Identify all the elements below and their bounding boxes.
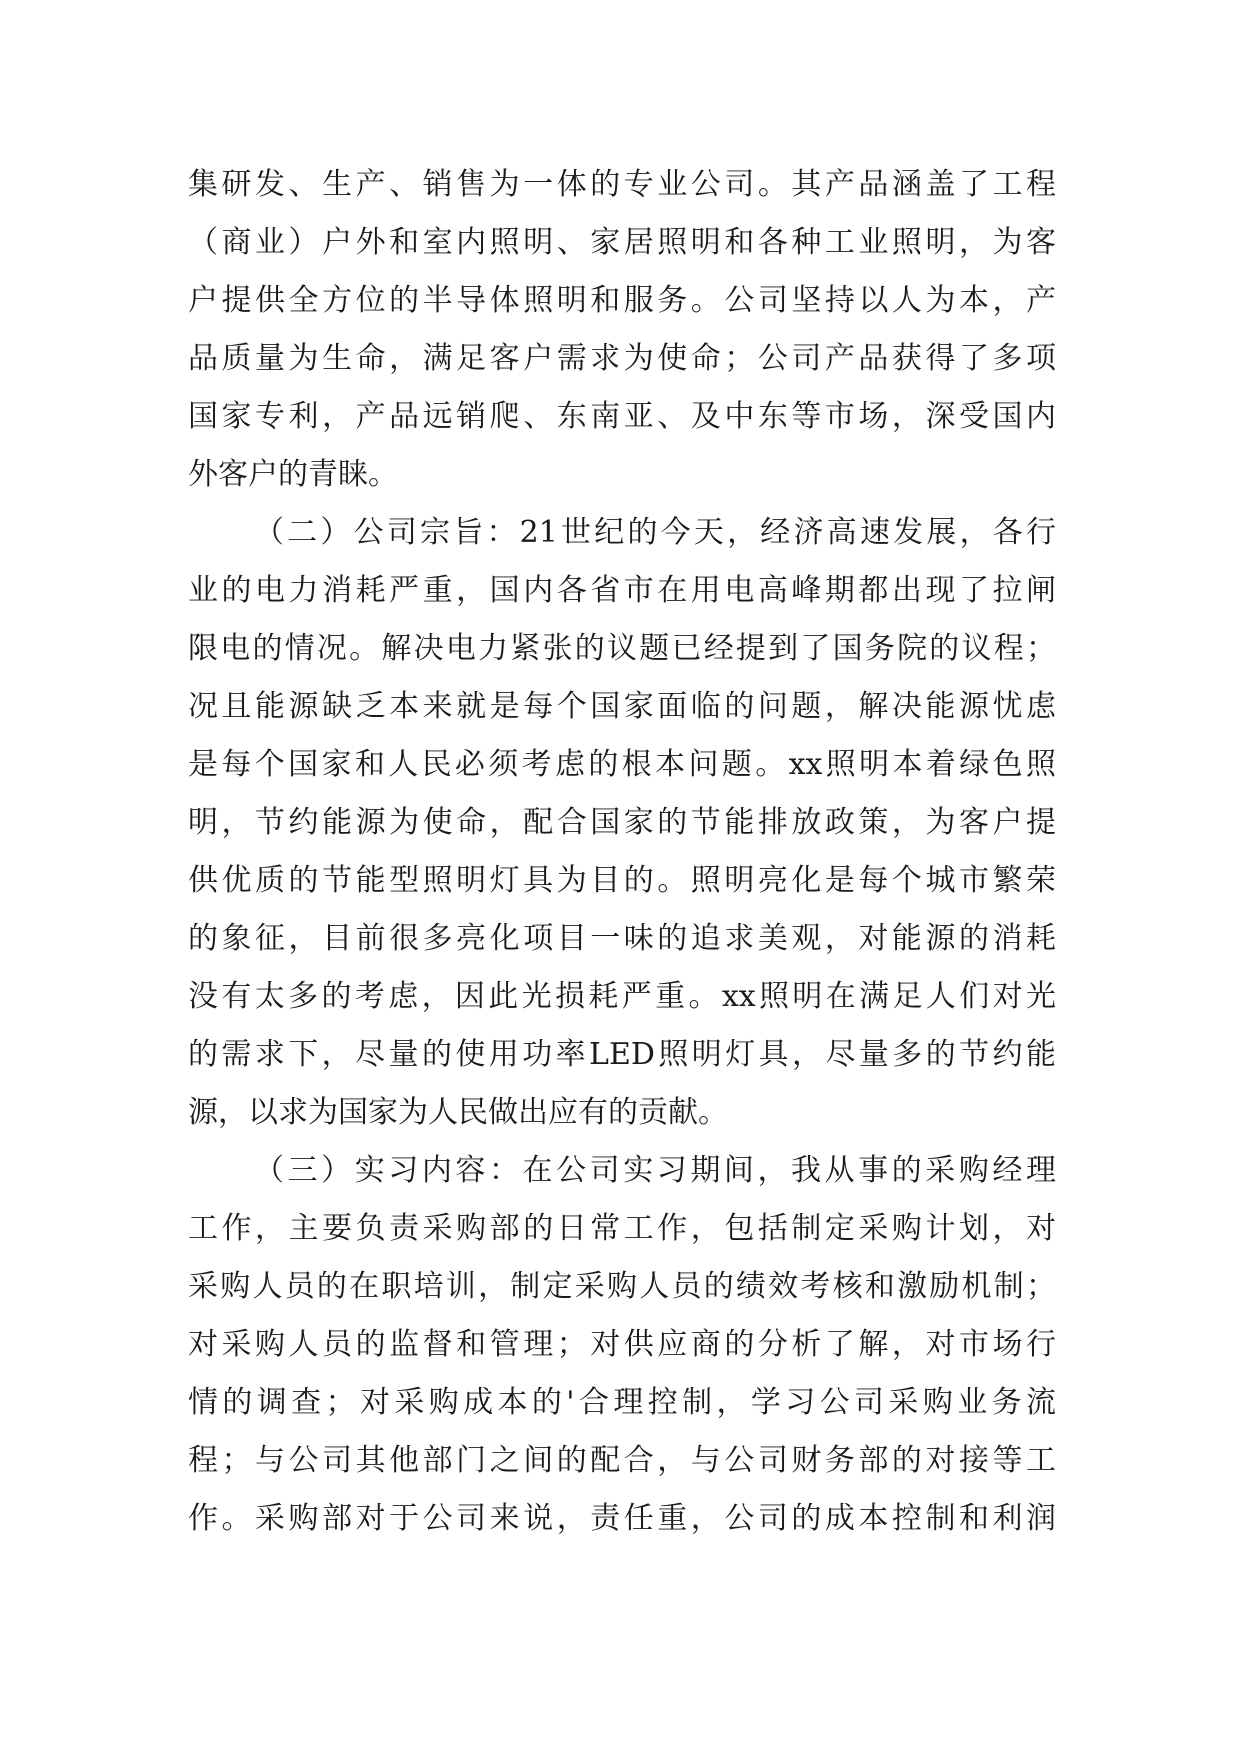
text-line: 集研发、生产、销售为一体的专业公司。其产品涵盖了工程 bbox=[188, 167, 1056, 202]
text-line: 业的电力消耗严重，国内各省市在用电高峰期都出现了拉闸 bbox=[188, 573, 1056, 608]
text-line: 的象征，目前很多亮化项目一味的追求美观，对能源的消耗 bbox=[188, 921, 1056, 956]
text-line: 品质量为生命，满足客户需求为使命；公司产品获得了多项 bbox=[188, 341, 1056, 376]
text-line: （三）实习内容：在公司实习期间，我从事的采购经理 bbox=[254, 1153, 1056, 1188]
text-line: 的需求下，尽量的使用功率LED照明灯具，尽量多的节约能 bbox=[188, 1037, 1056, 1072]
text-line: 对采购人员的监督和管理；对供应商的分析了解，对市场行 bbox=[188, 1327, 1056, 1362]
text-line: （商业）户外和室内照明、家居照明和各种工业照明，为客 bbox=[188, 225, 1056, 260]
text-line: 况且能源缺乏本来就是每个国家面临的问题，解决能源忧虑 bbox=[188, 689, 1056, 724]
text-line: 采购人员的在职培训，制定采购人员的绩效考核和激励机制； bbox=[188, 1269, 1056, 1304]
text-line: 外客户的青睐。 bbox=[188, 457, 398, 492]
text-line: 情的调查；对采购成本的'合理控制，学习公司采购业务流 bbox=[188, 1385, 1056, 1420]
text-line: 国家专利，产品远销爬、东南亚、及中东等市场，深受国内 bbox=[188, 399, 1056, 434]
text-line: 是每个国家和人民必须考虑的根本问题。xx照明本着绿色照 bbox=[188, 747, 1056, 782]
text-line: 工作，主要负责采购部的日常工作，包括制定采购计划，对 bbox=[188, 1211, 1056, 1246]
text-line: 程；与公司其他部门之间的配合，与公司财务部的对接等工 bbox=[188, 1443, 1056, 1478]
text-line: 明，节约能源为使命，配合国家的节能排放政策，为客户提 bbox=[188, 805, 1056, 840]
text-line: 供优质的节能型照明灯具为目的。照明亮化是每个城市繁荣 bbox=[188, 863, 1056, 898]
document-body bbox=[188, 156, 1056, 1548]
text-line: （二）公司宗旨：21世纪的今天，经济高速发展，各行 bbox=[254, 515, 1056, 550]
text-line: 作。采购部对于公司来说，责任重，公司的成本控制和利润 bbox=[188, 1501, 1056, 1536]
text-line: 源，以求为国家为人民做出应有的贡献。 bbox=[188, 1095, 728, 1130]
text-line: 限电的情况。解决电力紧张的议题已经提到了国务院的议程； bbox=[188, 631, 1056, 666]
text-line: 户提供全方位的半导体照明和服务。公司坚持以人为本，产 bbox=[188, 283, 1056, 318]
text-line: 没有太多的考虑，因此光损耗严重。xx照明在满足人们对光 bbox=[188, 979, 1056, 1014]
